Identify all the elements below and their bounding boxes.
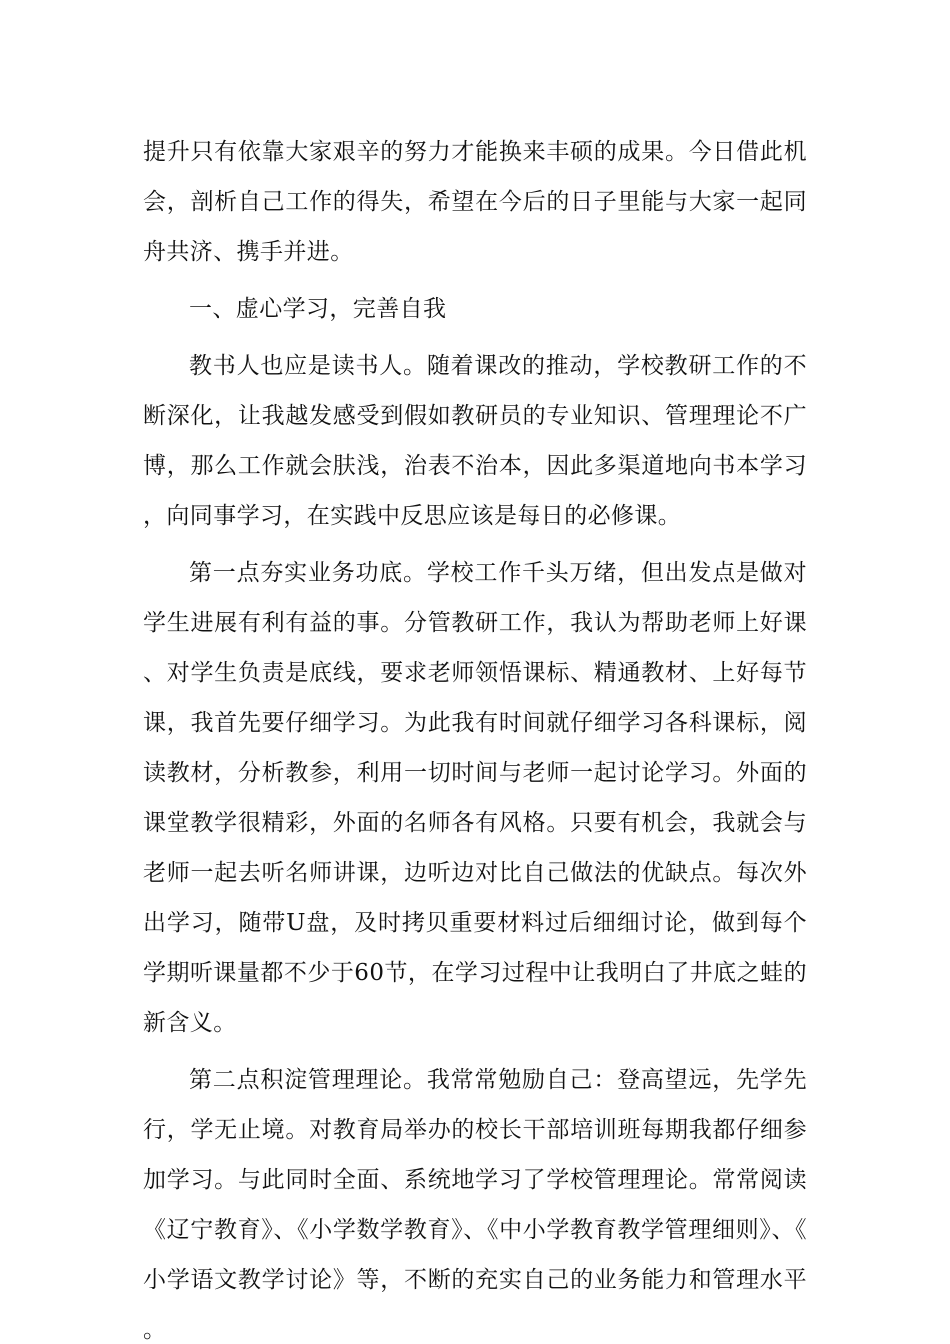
section-heading: 一、虚心学习，完善自我 (189, 296, 447, 322)
paragraph-point-two: 第二点积淀管理理论。我常常勉励自己：登高望远，先学先行，学无止境。对教育局举办的校长干部培训班每期我都仔细参加学习。与此同时全面、系统地学习了学校管理理论。常常阅读《辽宁教育》、《小学数学教育》、《中小学教育教学管理细则》、《小学语文教学讨论》等，不断的充实自己的业务能力和管理水平。 (143, 1067, 807, 1343)
paragraph-point-one: 第一点夯实业务功底。学校工作千头万绪，但出发点是做对学生进展有利有益的事。分管教研工作，我认为帮助老师上好课、对学生负责是底线，要求老师领悟课标、精通教材、上好每节课，我首先要仔细学习。为此我有时间就仔细学习各科课标，阅读教材，分析教参，利用一切时间与老师一起讨论学习。外面的课堂教学很精彩，外面的名师各有风格。只要有机会，我就会与老师一起去听名师讲课，边听边对比自己做法的优缺点。每次外出学习，随带U盘，及时拷贝重要材料过后细细讨论，做到每个学期听课量都不少于60节，在学习过程中让我明白了井底之蛙的新含义。 (143, 560, 807, 1036)
document-body (143, 127, 807, 1344)
paragraph-reading: 教书人也应是读书人。随着课改的推动，学校教研工作的不断深化，让我越发感受到假如教研员的专业知识、管理理论不广博，那么工作就会肤浅，治表不治本，因此多渠道地向书本学习，向同事学习，在实践中反思应该是每日的必修课。 (143, 353, 807, 529)
paragraph-intro-continuation: 提升只有依靠大家艰辛的努力才能换来丰硕的成果。今日借此机会，剖析自己工作的得失，希望在今后的日子里能与大家一起同舟共济、携手并进。 (143, 139, 807, 265)
